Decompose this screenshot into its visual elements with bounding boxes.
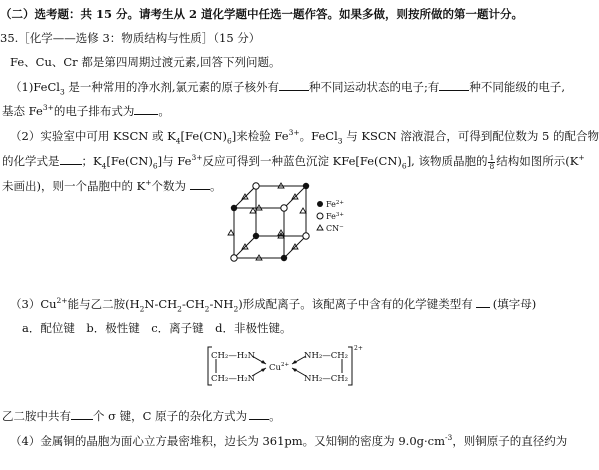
text: 乙二胺中共有	[2, 409, 71, 423]
text: 个 σ 键，C 原子的杂化方式为	[93, 409, 248, 423]
text: （3）Cu	[10, 297, 57, 311]
text: 2+	[56, 296, 68, 306]
answer-blank	[476, 296, 490, 308]
text: 6	[401, 161, 407, 171]
svg-text:CN−	[326, 224, 344, 233]
legend-fe2-label: Fe	[326, 200, 336, 209]
question-title	[0, 30, 554, 46]
text: 反应可得到一种蓝色沉淀 KFe[Fe(CN)	[202, 154, 402, 168]
complex-left-top: CH₂—H₂N	[211, 351, 256, 361]
text: 。	[210, 179, 222, 193]
text: 未画出)，则一个晶胞中的 K	[2, 179, 146, 193]
text: 的电子排布式为	[53, 104, 135, 118]
text: 的化学式是	[2, 154, 60, 168]
text: (填字母)	[492, 297, 537, 311]
text: -NH	[209, 297, 234, 311]
text: 是一种常用的净水剂,氯元素的原子核外有	[64, 80, 280, 94]
text: -3	[445, 433, 453, 443]
text: 种不同运动状态的电子;有	[309, 80, 440, 94]
text: 。	[158, 104, 170, 118]
text: 3	[59, 87, 65, 97]
text: ；K	[81, 154, 102, 168]
svg-text:Fe2+	[326, 200, 344, 209]
text: +	[145, 178, 152, 188]
text: 4	[101, 161, 107, 171]
text: 与 KSCN 溶液混合，可得到配位数为 5 的配合物	[342, 129, 599, 143]
text: ]与 Fe	[157, 154, 192, 168]
figure-legend	[317, 200, 344, 233]
question-title-text: ［化学——选修 3：物质结构与性质］（15 分）	[18, 31, 261, 45]
complex-center-charge: 2+	[280, 362, 290, 368]
fraction	[488, 154, 495, 171]
crystal-cell-figure	[216, 178, 366, 278]
text: 基态 Fe	[2, 104, 43, 118]
text: 3+	[191, 153, 203, 163]
text: 能与乙二胺(H	[67, 297, 140, 311]
part1-line2	[0, 103, 554, 119]
legend-fe3-marker	[317, 213, 323, 219]
complex-left-bottom: CH₂—H₂N	[211, 374, 256, 384]
legend-fe3-label: Fe	[326, 212, 336, 221]
legend-fe3-charge: 3+	[335, 212, 344, 218]
part3-line1	[0, 296, 554, 312]
text: 6	[226, 136, 232, 146]
text: （1)FeCl	[10, 80, 60, 94]
section-header: （二）选考题：共 15 分。请考生从 2 道化学题中任选一题作答。如果多做，则按所做的第一题计分。	[0, 7, 524, 21]
cn-ions	[228, 183, 306, 260]
legend-cn-marker	[317, 225, 323, 230]
fraction-numerator: 1	[489, 152, 495, 162]
text: （4）金属铜的晶胞为面心立方最密堆积，边长为 361pm。又知铜的密度为 9.0g·cm	[10, 434, 445, 448]
legend-cn-label: CN	[326, 224, 340, 233]
legend-cn-charge: −	[339, 224, 344, 230]
right-bracket	[348, 347, 352, 385]
part4-line1	[0, 433, 568, 449]
complex-right-top: NH₂—CH₂	[304, 351, 349, 361]
answer-blank	[134, 103, 158, 115]
text: +	[578, 153, 585, 163]
text: [Fe(CN)	[180, 129, 227, 143]
text: -CH	[181, 297, 205, 311]
complex-overall-charge: 2+	[354, 345, 363, 352]
text: 3	[337, 136, 343, 146]
text: 6	[152, 161, 158, 171]
complex-center-metal: Cu	[269, 363, 281, 373]
question-number: 35.	[0, 31, 19, 45]
complex-right-bottom: NH₂—CH₂	[304, 374, 349, 384]
text: 3+	[288, 128, 300, 138]
fraction-denominator: 8	[489, 161, 495, 171]
part2-line2	[0, 152, 585, 171]
question-intro: Fe、Cu、Cr 都是第四周期过渡元素,回答下列问题。	[10, 55, 281, 69]
text: ], 该物质晶胞的	[406, 154, 488, 168]
legend-fe2-marker	[317, 201, 323, 207]
legend-fe2-charge: 2+	[335, 200, 344, 206]
part3-options: a．配位键 b．极性键 c．离子键 d．非极性键。	[22, 321, 292, 335]
text: ]来检验 Fe	[231, 129, 289, 143]
text: 3+	[42, 103, 54, 113]
text: 2	[204, 304, 210, 314]
text: 结构如图所示(K	[496, 154, 579, 168]
answer-blank	[71, 408, 93, 420]
text: 2	[177, 304, 182, 314]
text: 。	[269, 409, 281, 423]
text: N-CH	[144, 297, 178, 311]
answer-blank	[190, 178, 210, 190]
text: （2）实验室中可用 KSCN 或 K	[10, 129, 176, 143]
answer-blank	[249, 408, 269, 420]
text: ，则铜原子的直径约为	[452, 434, 568, 448]
text: )形成配离子。该配离子中含有的化学键类型有	[238, 297, 473, 311]
text: 4	[175, 136, 181, 146]
answer-blank	[439, 79, 469, 91]
complex-ion-figure	[206, 343, 366, 389]
svg-text:Cu2+	[269, 362, 289, 373]
text: [Fe(CN)	[106, 154, 153, 168]
text: 。FeCl	[299, 129, 338, 143]
text: 2	[233, 304, 239, 314]
answer-blank	[60, 153, 82, 165]
svg-text:Fe3+	[326, 212, 344, 221]
part1-line1	[0, 79, 566, 97]
answer-blank	[279, 79, 309, 91]
part3-line2	[0, 408, 554, 424]
part2-line1	[0, 128, 599, 146]
text: 个数为	[151, 179, 187, 193]
text: 种不同能级的电子,	[469, 80, 566, 94]
text: 2	[139, 304, 145, 314]
